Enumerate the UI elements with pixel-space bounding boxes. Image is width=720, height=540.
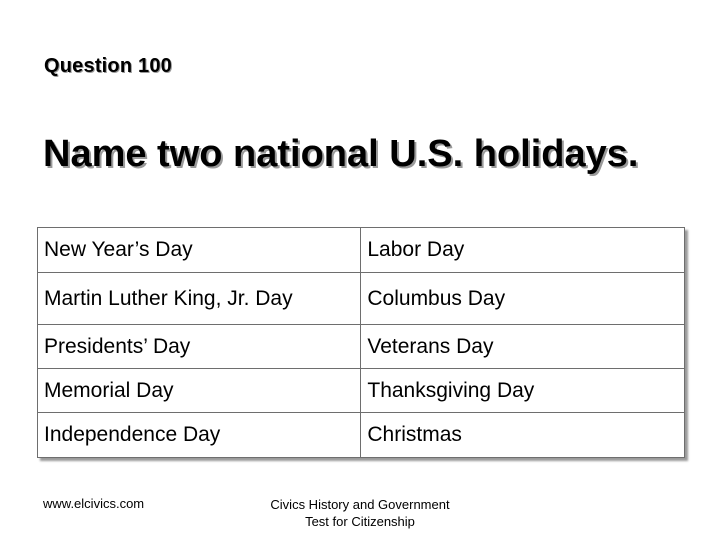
table-row: [38, 413, 685, 458]
table-cell: Martin Luther King, Jr. Day: [38, 273, 361, 325]
table-cell: New Year’s Day: [38, 228, 361, 273]
table-row: [38, 228, 685, 273]
table-cell: Memorial Day: [38, 369, 361, 413]
table-cell: Labor Day: [361, 228, 685, 273]
footer-title: [250, 496, 470, 530]
table-cell: Thanksgiving Day: [361, 369, 685, 413]
table-cell: Presidents’ Day: [38, 325, 361, 369]
footer-website: www.elcivics.com: [43, 496, 145, 511]
table-row: [38, 369, 685, 413]
table-cell: Independence Day: [38, 413, 361, 458]
table-cell: Christmas: [361, 413, 685, 458]
question-heading: Name two national U.S. holidays.: [43, 133, 639, 175]
footer-title-line1: Civics History and Government: [270, 497, 450, 512]
holidays-table: [37, 227, 685, 458]
table-cell: Columbus Day: [361, 273, 685, 325]
table-row: [38, 325, 685, 369]
footer-title-line2: Test for Citizenship: [305, 514, 415, 529]
table-row: [38, 273, 685, 325]
table-cell: Veterans Day: [361, 325, 685, 369]
question-number-label: Question 100: [44, 55, 172, 77]
